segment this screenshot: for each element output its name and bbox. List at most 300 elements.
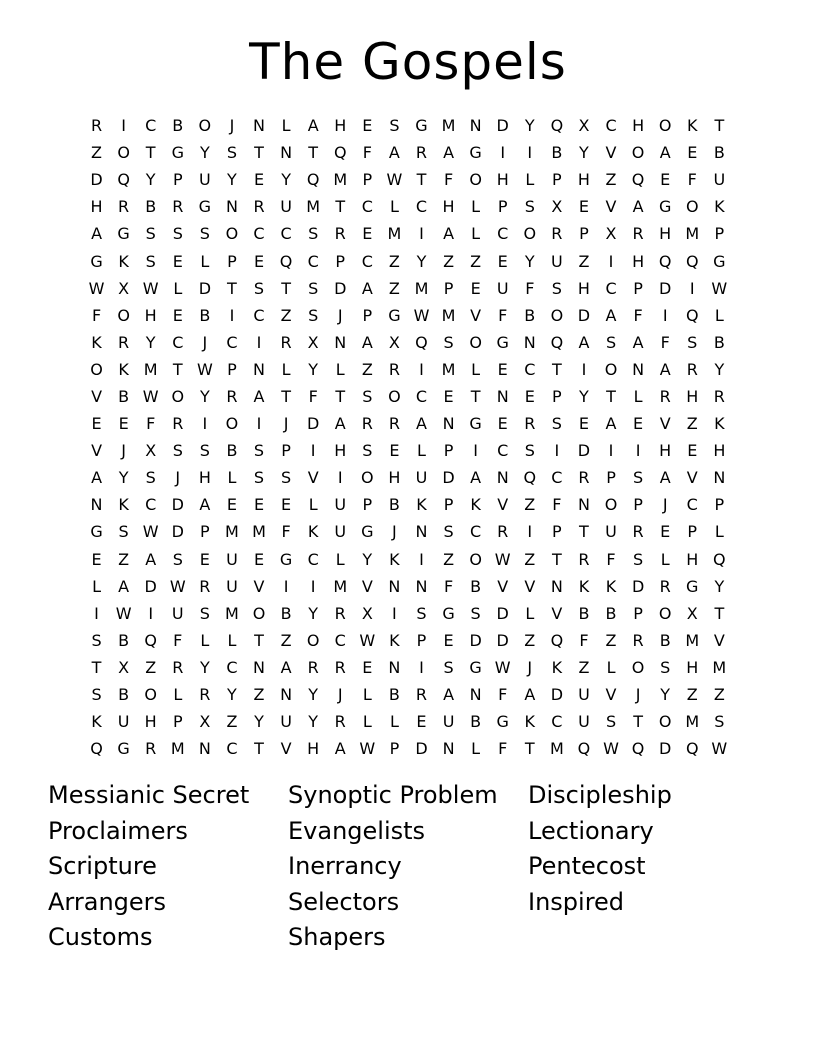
grid-letter: Q [685, 739, 699, 759]
grid-letter: Y [145, 332, 156, 352]
grid-letter: E [253, 251, 265, 271]
grid-letter: E [633, 414, 644, 434]
grid-letter: V [605, 143, 617, 163]
grid-letter: K [118, 359, 129, 379]
grid-letter: Y [145, 170, 156, 190]
grid-letter: F [443, 170, 454, 190]
grid-letter: E [253, 170, 265, 190]
grid-letter: S [362, 441, 373, 461]
grid-letter: D [577, 441, 591, 461]
grid-letter: I [148, 603, 154, 623]
grid-letter: G [496, 712, 509, 732]
grid-letter: P [443, 495, 454, 515]
grid-letter: N [442, 414, 455, 434]
grid-letter: K [389, 549, 400, 569]
grid-letter: Y [118, 468, 129, 488]
grid-letter: R [686, 359, 698, 379]
grid-letter: I [689, 278, 695, 298]
grid-letter: E [660, 170, 671, 190]
grid-letter: Z [388, 251, 400, 271]
grid-letter: N [577, 495, 590, 515]
grid-letter: Y [199, 386, 210, 406]
grid-letter: K [118, 495, 129, 515]
grid-row [83, 166, 733, 193]
grid-letter: U [496, 278, 509, 298]
grid-letter: R [632, 630, 644, 650]
grid-letter: Q [279, 251, 293, 271]
grid-letter: C [145, 116, 157, 136]
grid-letter: L [525, 170, 535, 190]
grid-letter: V [605, 685, 617, 705]
grid-letter: Q [550, 630, 564, 650]
grid-letter: S [416, 603, 427, 623]
grid-letter: C [605, 116, 617, 136]
grid-row [83, 654, 733, 681]
grid-letter: Q [333, 143, 347, 163]
word-list-item: Evangelists [288, 816, 426, 845]
grid-letter: A [659, 468, 671, 488]
grid-letter: X [551, 197, 563, 217]
grid-letter: P [227, 251, 237, 271]
grid-letter: H [686, 386, 699, 406]
grid-letter: U [280, 197, 292, 217]
grid-letter: Y [416, 251, 427, 271]
grid-letter: F [281, 522, 291, 542]
grid-letter: S [660, 657, 671, 677]
grid-letter: I [256, 332, 262, 352]
grid-letter: F [173, 630, 183, 650]
grid-letter: J [662, 495, 668, 515]
grid-letter: N [415, 522, 428, 542]
grid-letter: P [172, 712, 183, 732]
grid-row [83, 302, 733, 329]
grid-letter: W [115, 603, 132, 623]
grid-letter: R [172, 657, 184, 677]
grid-letter: G [469, 143, 482, 163]
grid-letter: S [605, 332, 617, 352]
grid-letter: Z [361, 359, 373, 379]
grid-letter: G [171, 143, 184, 163]
word-list-item: Shapers [288, 923, 386, 951]
grid-letter: Y [362, 549, 373, 569]
grid-letter: G [198, 197, 212, 217]
grid-letter: E [253, 495, 265, 515]
grid-letter: Z [118, 549, 130, 569]
grid-letter: A [334, 739, 346, 759]
grid-letter: M [387, 224, 402, 244]
grid-letter: Y [199, 143, 210, 163]
grid-letter: U [334, 522, 347, 542]
grid-letter: Q [713, 549, 726, 569]
grid-letter: U [415, 468, 428, 488]
grid-letter: C [334, 630, 346, 650]
grid-letter: R [334, 224, 346, 244]
grid-letter: T [579, 522, 589, 542]
grid-letter: B [659, 630, 671, 650]
word-list-item: Inspired [528, 887, 625, 916]
grid-letter: C [524, 359, 536, 379]
grid-letter: H [577, 278, 590, 298]
grid-letter: K [307, 522, 319, 542]
grid-letter: C [307, 251, 319, 271]
grid-letter: T [633, 712, 643, 732]
grid-letter: A [280, 657, 292, 677]
grid-letter: N [334, 332, 347, 352]
grid-letter: S [362, 386, 373, 406]
grid-letter: G [713, 251, 726, 271]
grid-letter: Q [415, 332, 428, 352]
grid-letter: S [470, 603, 481, 623]
grid-letter: X [118, 657, 130, 677]
grid-letter: Y [254, 712, 264, 732]
grid-letter: S [199, 441, 210, 461]
grid-letter: O [631, 657, 645, 677]
grid-letter: D [496, 630, 509, 650]
grid-letter: R [307, 657, 319, 677]
grid-letter: D [496, 603, 509, 623]
grid-letter: P [552, 522, 562, 542]
grid-letter: E [497, 414, 508, 434]
grid-letter: S [443, 332, 454, 352]
grid-letter: D [334, 278, 347, 298]
word-list-item: Messianic Secret [48, 781, 250, 809]
grid-letter: C [551, 712, 563, 732]
grid-letter: B [172, 116, 184, 136]
grid-letter: B [470, 712, 482, 732]
grid-letter: O [171, 386, 185, 406]
word-list-item: Inerrancy [288, 852, 402, 880]
grid-letter: R [524, 414, 536, 434]
grid-letter: B [551, 143, 563, 163]
grid-letter: H [198, 468, 211, 488]
grid-letter: P [200, 522, 210, 542]
grid-letter: I [608, 251, 614, 271]
grid-letter: W [711, 278, 728, 298]
grid-letter: I [256, 414, 262, 434]
grid-letter: U [226, 549, 238, 569]
grid-letter: B [605, 603, 617, 623]
grid-letter: C [226, 332, 238, 352]
grid-letter: A [91, 224, 103, 244]
grid-row [83, 410, 733, 437]
grid-letter: C [361, 197, 373, 217]
grid-letter: H [90, 197, 103, 217]
grid-letter: A [470, 468, 482, 488]
grid-letter: D [307, 414, 320, 434]
grid-letter: E [362, 657, 373, 677]
grid-letter: P [633, 603, 643, 623]
grid-letter: M [414, 278, 429, 298]
grid-letter: I [419, 549, 424, 569]
grid-letter: T [254, 739, 264, 759]
grid-letter: S [281, 468, 292, 488]
grid-letter: H [632, 116, 645, 136]
grid-letter: L [335, 359, 345, 379]
grid-letter: B [199, 305, 211, 325]
grid-letter: S [172, 224, 183, 244]
grid-letter: P [281, 441, 291, 461]
grid-letter: N [388, 576, 401, 596]
grid-letter: N [523, 332, 536, 352]
grid-letter: M [712, 657, 727, 677]
grid-row [83, 139, 733, 166]
grid-letter: Y [308, 603, 319, 623]
grid-letter: N [198, 739, 211, 759]
grid-letter: Z [713, 685, 725, 705]
grid-letter: O [550, 305, 564, 325]
grid-letter: S [551, 414, 562, 434]
grid-letter: L [471, 739, 481, 759]
grid-letter: G [442, 603, 455, 623]
grid-letter: B [470, 576, 482, 596]
grid-letter: A [443, 143, 455, 163]
grid-letter: S [443, 522, 454, 542]
grid-letter: C [145, 495, 157, 515]
grid-letter: A [416, 414, 427, 434]
grid-letter: K [524, 712, 536, 732]
grid-letter: T [145, 143, 156, 163]
grid-letter: Q [577, 739, 591, 759]
grid-letter: V [307, 468, 319, 488]
grid-letter: N [496, 386, 509, 406]
grid-letter: G [496, 332, 509, 352]
grid-letter: C [415, 197, 428, 217]
grid-letter: I [635, 441, 641, 461]
grid-letter: N [280, 143, 293, 163]
grid-letter: B [280, 603, 292, 623]
grid-letter: D [198, 278, 212, 298]
grid-letter: K [714, 414, 725, 434]
grid-letter: X [388, 332, 400, 352]
grid-letter: Q [550, 332, 564, 352]
grid-letter: L [281, 359, 291, 379]
word-list-item: Scripture [48, 852, 157, 880]
grid-letter: V [253, 576, 265, 596]
grid-letter: S [308, 224, 319, 244]
grid-letter: Z [524, 495, 536, 515]
grid-letter: N [496, 468, 509, 488]
grid-letter: V [497, 576, 509, 596]
grid-letter: G [279, 549, 293, 569]
grid-row [83, 247, 733, 274]
grid-letter: O [388, 386, 401, 406]
grid-letter: E [199, 549, 210, 569]
grid-letter: U [280, 712, 292, 732]
grid-letter: B [388, 495, 400, 515]
grid-letter: R [578, 468, 590, 488]
grid-letter: N [469, 685, 482, 705]
grid-letter: Q [306, 170, 320, 190]
grid-letter: W [603, 739, 619, 759]
grid-letter: X [307, 332, 319, 352]
grid-letter: O [225, 224, 239, 244]
grid-letter: V [280, 739, 292, 759]
grid-letter: I [419, 224, 424, 244]
grid-letter: B [388, 685, 400, 705]
grid-letter: Y [524, 251, 535, 271]
grid-letter: M [685, 224, 700, 244]
word-list-item: Lectionary [528, 816, 654, 845]
grid-letter: U [551, 251, 563, 271]
grid-letter: E [389, 441, 400, 461]
grid-letter: U [198, 170, 211, 190]
grid-letter: Z [226, 712, 238, 732]
grid-letter: Y [579, 386, 589, 406]
grid-letter: R [226, 386, 238, 406]
grid-letter: A [605, 305, 617, 325]
grid-letter: E [172, 251, 183, 271]
grid-letter: I [229, 305, 235, 325]
grid-letter: U [578, 685, 590, 705]
grid-letter: A [388, 143, 400, 163]
grid-letter: P [714, 495, 725, 515]
grid-letter: R [551, 224, 563, 244]
word-list-item: Synoptic Problem [288, 781, 498, 809]
grid-letter: R [172, 414, 184, 434]
grid-letter: R [90, 116, 103, 136]
grid-letter: J [121, 441, 126, 461]
grid-letter: C [686, 495, 698, 515]
grid-letter: A [578, 332, 590, 352]
grid-letter: W [142, 278, 159, 298]
word-list-item: Discipleship [528, 781, 672, 809]
grid-letter: I [283, 576, 289, 596]
grid-letter: E [443, 386, 454, 406]
grid-letter: R [145, 739, 157, 759]
grid-letter: J [527, 657, 533, 677]
grid-letter: F [91, 305, 102, 325]
grid-row [83, 437, 733, 464]
grid-letter: Z [605, 170, 617, 190]
grid-letter: S [389, 116, 400, 136]
grid-letter: B [145, 197, 157, 217]
grid-letter: Z [91, 143, 103, 163]
grid-letter: D [415, 739, 428, 759]
grid-letter: T [551, 359, 562, 379]
word-list-item: Arrangers [48, 887, 167, 916]
grid-letter: L [362, 685, 372, 705]
grid-letter: M [225, 522, 239, 542]
grid-letter: S [633, 549, 644, 569]
grid-letter: E [362, 224, 373, 244]
grid-letter: W [494, 657, 511, 677]
word-list-item: Proclaimers [48, 816, 188, 845]
grid-letter: A [334, 414, 346, 434]
grid-letter: L [362, 712, 372, 732]
word-column-1 [48, 778, 288, 956]
grid-letter: R [388, 359, 400, 379]
grid-letter: P [443, 278, 454, 298]
grid-letter: Y [227, 685, 237, 705]
grid-letter: G [117, 739, 130, 759]
grid-letter: I [581, 359, 587, 379]
grid-letter: A [253, 386, 265, 406]
grid-letter: F [687, 170, 697, 190]
word-column-2 [288, 778, 528, 956]
grid-letter: E [578, 197, 589, 217]
grid-letter: J [283, 414, 289, 434]
grid-letter: S [633, 468, 644, 488]
grid-letter: H [442, 197, 455, 217]
grid-letter: O [361, 468, 374, 488]
grid-letter: W [196, 359, 213, 379]
grid-row [83, 708, 733, 735]
grid-letter: F [525, 278, 535, 298]
grid-row [83, 112, 733, 139]
grid-letter: I [527, 522, 533, 542]
grid-letter: Z [605, 630, 617, 650]
grid-letter: V [605, 197, 617, 217]
grid-letter: H [659, 441, 672, 461]
grid-letter: E [226, 495, 237, 515]
grid-letter: D [171, 495, 184, 515]
grid-row [83, 518, 733, 545]
grid-letter: Q [685, 251, 699, 271]
grid-letter: V [524, 576, 536, 596]
grid-letter: P [552, 170, 562, 190]
grid-letter: A [91, 468, 103, 488]
grid-letter: A [632, 197, 644, 217]
grid-letter: R [199, 576, 211, 596]
grid-letter: C [172, 332, 184, 352]
grid-row [83, 383, 733, 410]
grid-letter: R [632, 224, 644, 244]
grid-letter: H [144, 305, 157, 325]
grid-letter: J [175, 468, 181, 488]
grid-row [83, 491, 733, 518]
grid-letter: W [494, 549, 511, 569]
grid-letter: D [171, 522, 184, 542]
grid-letter: R [118, 197, 130, 217]
grid-letter: E [362, 116, 373, 136]
grid-letter: R [199, 685, 211, 705]
grid-letter: L [389, 712, 399, 732]
grid-letter: M [441, 116, 456, 136]
grid-letter: J [337, 305, 343, 325]
grid-letter: Q [144, 630, 157, 650]
grid-letter: N [280, 685, 293, 705]
grid-letter: H [388, 468, 401, 488]
grid-letter: Q [90, 739, 103, 759]
grid-row [83, 735, 733, 762]
grid-letter: L [92, 576, 101, 596]
grid-letter: Y [308, 685, 319, 705]
grid-letter: L [173, 278, 183, 298]
grid-row [83, 546, 733, 573]
grid-letter: X [199, 712, 211, 732]
grid-letter: F [146, 414, 156, 434]
grid-letter: X [605, 224, 617, 244]
grid-letter: E [253, 549, 265, 569]
grid-letter: T [254, 143, 264, 163]
grid-letter: Z [145, 657, 157, 677]
grid-letter: M [333, 576, 348, 596]
grid-letter: B [524, 305, 536, 325]
grid-letter: F [579, 630, 589, 650]
grid-letter: D [144, 576, 157, 596]
grid-letter: Y [308, 359, 319, 379]
grid-letter: A [443, 224, 455, 244]
grid-letter: I [527, 143, 533, 163]
grid-letter: P [579, 224, 589, 244]
grid-letter: G [90, 522, 103, 542]
page-title: The Gospels [249, 33, 567, 91]
grid-letter: F [308, 386, 318, 406]
grid-row [83, 681, 733, 708]
grid-letter: S [308, 278, 319, 298]
grid-letter: O [144, 685, 157, 705]
grid-letter: S [145, 224, 156, 244]
